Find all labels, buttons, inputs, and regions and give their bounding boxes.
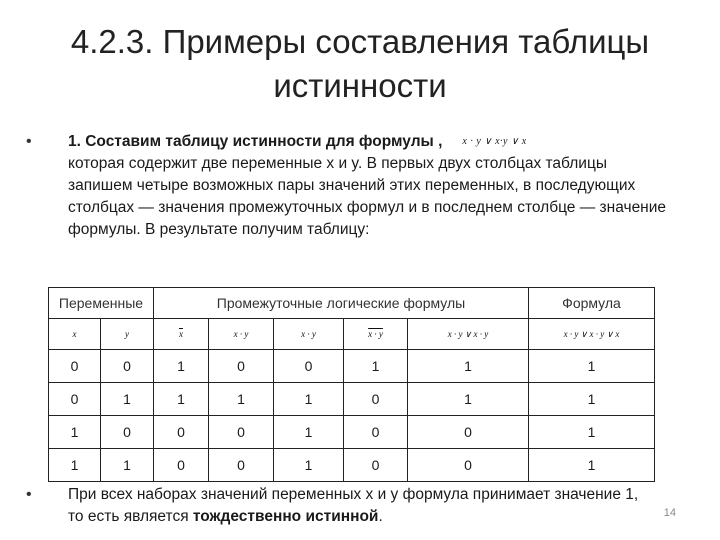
table-cell: 0 [154,416,209,449]
table-cell: 1 [529,449,655,482]
table-cell: 1 [101,449,154,482]
table-cell: 0 [344,416,408,449]
table-cell: 1 [408,350,529,383]
table-cell: 1 [344,350,408,383]
table-row [49,449,655,482]
table-cell: 1 [49,449,101,482]
col-header-not-x: $\overline{x}$ [154,319,209,350]
table-cell: 1 [408,383,529,416]
intro-body-text: которая содержит две переменные x и y. В первых двух столбцах таблицы запишем четыре возможных пары значений этих переменных, в последующих столбцах — значения промежуточных формул и в последнем столбце — значение формулы. В результате получим таблицу: [68,155,667,239]
table-cell: 1 [274,449,344,482]
table-cell: 0 [344,383,408,416]
group-header-row [49,288,655,319]
bullet-marker-1: • [26,133,32,150]
table-cell: 0 [49,383,101,416]
table-cell: 1 [529,416,655,449]
col-header-full-formula: x · y ∨ x · y ∨ x [529,319,655,350]
table-cell: 0 [49,350,101,383]
table-cell: 1 [529,383,655,416]
table-cell: 0 [209,449,274,482]
table-cell: 1 [49,416,101,449]
header-formula: Формула [529,288,655,319]
conclusion-text: При всех наборах значений переменных x и y формула принимает значение 1, то есть является [68,486,639,525]
col-header-x-noty: x · y [209,319,274,350]
slide-title: 4.2.3. Примеры составления таблицы истинности [70,23,650,104]
table-cell: 0 [209,350,274,383]
table-cell: 1 [101,383,154,416]
col-header-x-y: x · y [274,319,344,350]
intro-bold-text: 1. Составим таблицу истинности для формулы , [68,133,443,151]
paragraph-conclusion [68,484,648,528]
col-header-x: x [49,319,101,350]
table-cell: 0 [408,416,529,449]
conclusion-bold-text: тождественно истинной [192,508,379,525]
col-header-y: y [101,319,154,350]
table-cell: 1 [154,350,209,383]
table-cell: 0 [408,449,529,482]
table-cell: 0 [209,416,274,449]
table-cell: 0 [274,350,344,383]
conclusion-period: . [378,508,383,525]
table-cell: 1 [209,383,274,416]
bullet-marker-2: • [26,486,32,503]
table-cell: 1 [154,383,209,416]
table-row [49,350,655,383]
table-row [49,416,655,449]
col-header-not-xy: x · y [344,319,408,350]
col-header-disjunction: x · y ∨ x · y [408,319,529,350]
header-intermediate: Промежуточные логические формулы [154,288,529,319]
formula-header-row [49,319,655,350]
table-cell: 1 [274,383,344,416]
inline-formula: x · y ∨ x·y ∨ x [462,136,527,147]
truth-table [48,287,655,482]
header-variables: Переменные [49,288,154,319]
table-cell: 0 [101,350,154,383]
table-cell: 0 [344,449,408,482]
table-cell: 0 [101,416,154,449]
table-cell: 0 [154,449,209,482]
table-cell: 1 [529,350,655,383]
table-cell: 1 [274,416,344,449]
page-number: 14 [663,507,676,519]
paragraph-intro [68,131,668,241]
table-row [49,383,655,416]
